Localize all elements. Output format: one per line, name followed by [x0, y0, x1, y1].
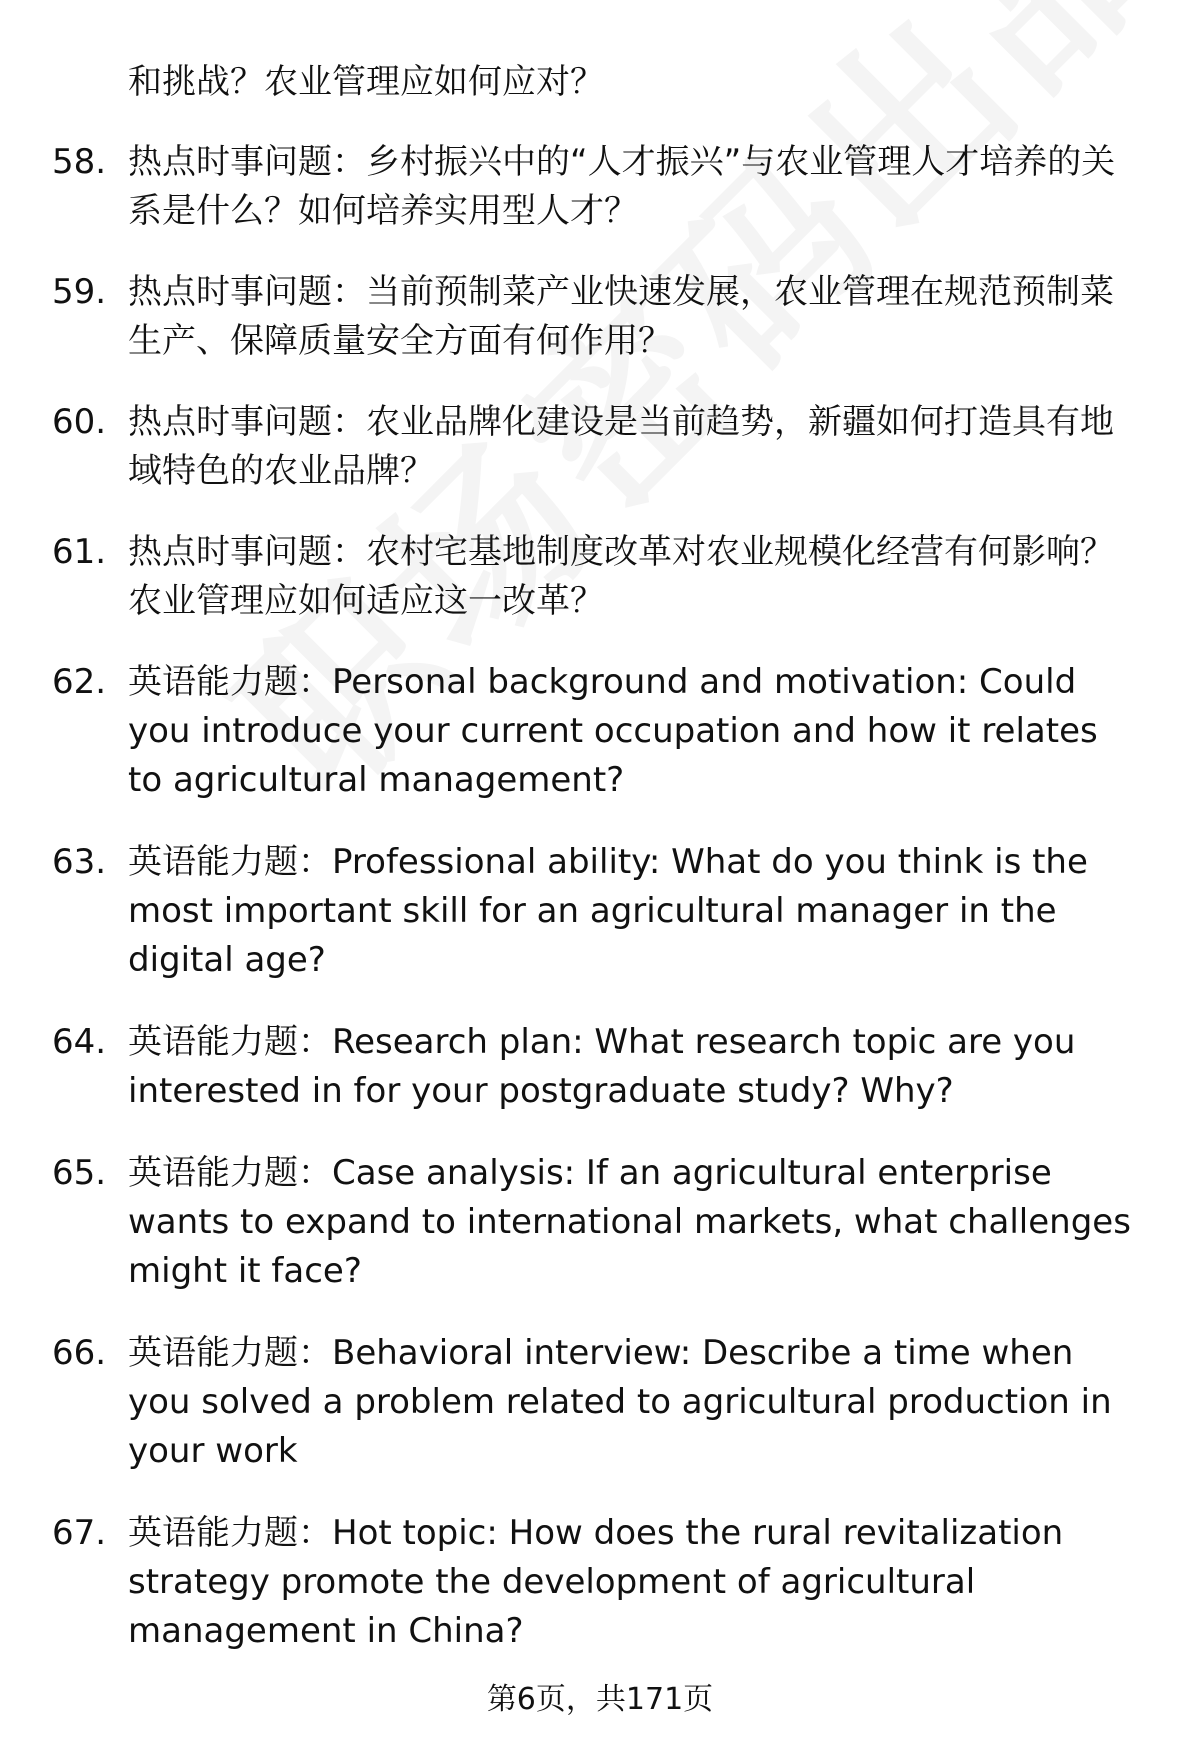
- question-item-58: [0, 138, 1138, 236]
- question-text: 英语能力题：Case analysis: If an agricultural enterprise wants to expand to international markets, what challenges might it face?: [128, 1153, 1131, 1291]
- question-number: 63.: [52, 842, 107, 882]
- question-item-62: [0, 658, 1138, 805]
- question-text: 热点时事问题：当前预制菜产业快速发展，农业管理在规范预制菜生产、保障质量安全方面有何作用？: [128, 272, 1114, 361]
- question-text: 英语能力题：Hot topic: How does the rural revitalization strategy promote the development of agricultural management in China?: [128, 1513, 1064, 1651]
- question-text: 英语能力题：Behavioral interview: Describe a time when you solved a problem related to agricultural production in your work: [128, 1333, 1112, 1471]
- question-number: 67.: [52, 1513, 107, 1553]
- question-text: 英语能力题：Personal background and motivation: Could you introduce your current occupation and how it relates to agricultural management?: [128, 662, 1098, 800]
- question-item-65: [0, 1149, 1138, 1296]
- page-number-footer: 第6页，共171页: [486, 1682, 714, 1717]
- question-number: 64.: [52, 1022, 107, 1062]
- continued-question-text: 和挑战？农业管理应如何应对？: [128, 62, 604, 102]
- question-text: 热点时事问题：乡村振兴中的“人才振兴”与农业管理人才培养的关系是什么？如何培养实用型人才？: [128, 142, 1116, 231]
- question-text: 英语能力题：Research plan: What research topic are you interested in for your postgraduate study? Why?: [128, 1022, 1076, 1111]
- question-text: 热点时事问题：农业品牌化建设是当前趋势，新疆如何打造具有地域特色的农业品牌？: [128, 402, 1114, 491]
- question-text: 热点时事问题：农村宅基地制度改革对农业规模化经营有何影响？农业管理应如何适应这一改革？: [128, 532, 1114, 621]
- question-item-59: [0, 268, 1138, 366]
- question-item-61: [0, 528, 1138, 626]
- question-item-63: [0, 838, 1138, 985]
- question-number: 59.: [52, 272, 107, 312]
- question-item-66: [0, 1329, 1138, 1476]
- question-number: 66.: [52, 1333, 107, 1373]
- question-number: 62.: [52, 662, 107, 702]
- question-item-67: [0, 1509, 1138, 1656]
- question-text: 英语能力题：Professional ability: What do you think is the most important skill for an agricultural manager in the digital age?: [128, 842, 1088, 980]
- question-number: 61.: [52, 532, 107, 572]
- question-number: 65.: [52, 1153, 107, 1193]
- question-list: [0, 138, 1200, 1656]
- question-item-60: [0, 398, 1138, 496]
- question-number: 58.: [52, 142, 107, 182]
- question-number: 60.: [52, 402, 107, 442]
- question-item-64: [0, 1018, 1138, 1116]
